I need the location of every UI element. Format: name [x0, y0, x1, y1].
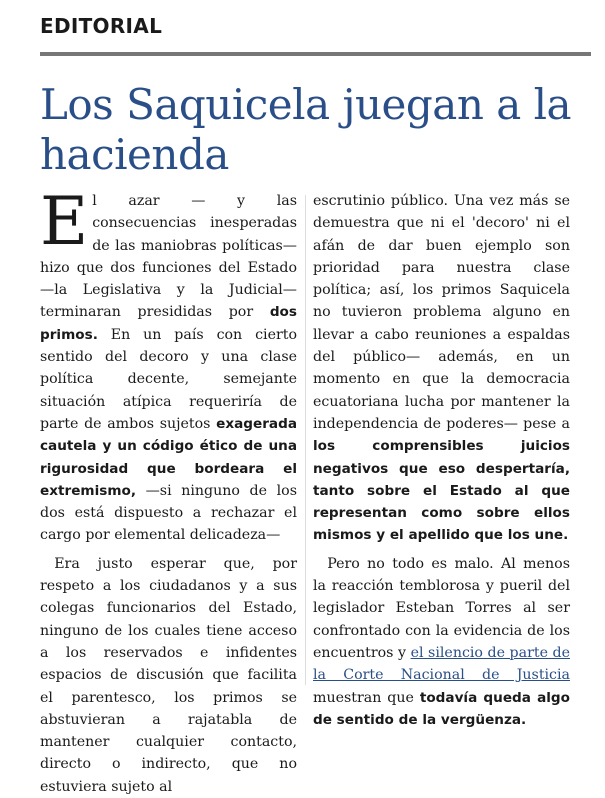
headline: Los Saquicela juegan a la hacienda: [40, 80, 572, 179]
text-span: —si ninguno de los dos está dispuesto a rechazar el cargo por elemental delicadeza—: [40, 482, 297, 544]
drop-cap: E: [40, 183, 89, 260]
text-span: En un país con cierto sentido del decoro y una clase política decente, semejante situación atípica requeriría de parte de ambos sujetos: [40, 326, 297, 432]
paragraph: Era justo esperar que, por respeto a los ciudadanos y a sus colegas funcionarios del Estado, ninguno de los cuales tiene acceso a los reservados e infidentes espacios de discusión que facilita el parentesco, los primos se abstuvieran a rajatabla de mantener cualquier contacto, directo o indirecto, que no estuviera sujeto al: [40, 555, 297, 795]
bold-text: los comprensibles juicios negativos que eso despertaría, tanto sobre el Estado al que representan como sobre ellos mismos y el apellido que los une.: [313, 438, 570, 544]
bold-text: todavía queda algo de sentido de la vergüenza.: [313, 689, 570, 728]
article-link[interactable]: el silencio de parte de la Corte Nacional de Justicia: [313, 644, 570, 684]
text-span: muestran que: [313, 689, 420, 706]
text-span: Pero no todo es malo. Al menos la reacción temblorosa y pueril del legislador Esteban Torres al ser confrontado con la evidencia de los encuentros y: [313, 555, 570, 661]
bold-text: exagerada cautela y un código ético de una rigurosidad que bordeara el extremismo,: [40, 415, 297, 499]
text-span: escrutinio público. Una vez más se demuestra que ni el 'decoro' ni el afán de dar buen ejemplo son prioridad para nuestra clase política; así, los primos Saquicela no tuvieron problema alguno en llevar a cabo reuniones a espaldas del público— además, en un momento en que la democracia ecuatoriana lucha por mantener la independencia de poderes— pese a: [313, 193, 570, 432]
column-right: [313, 190, 570, 728]
paragraph: [40, 183, 297, 547]
column-left: [40, 183, 297, 795]
section-label: EDITORIAL: [40, 14, 163, 38]
paragraph: [313, 553, 570, 731]
bold-text: dos primos.: [40, 304, 297, 343]
article-body: [40, 183, 570, 795]
text-span: l azar — y las consecuencias inesperadas de las maniobras políticas— hizo que dos funciones del Estado —la Legislativa y la Judicial— terminaran presididas por: [40, 193, 297, 321]
paragraph: [313, 190, 570, 547]
section-rule: [40, 52, 591, 56]
